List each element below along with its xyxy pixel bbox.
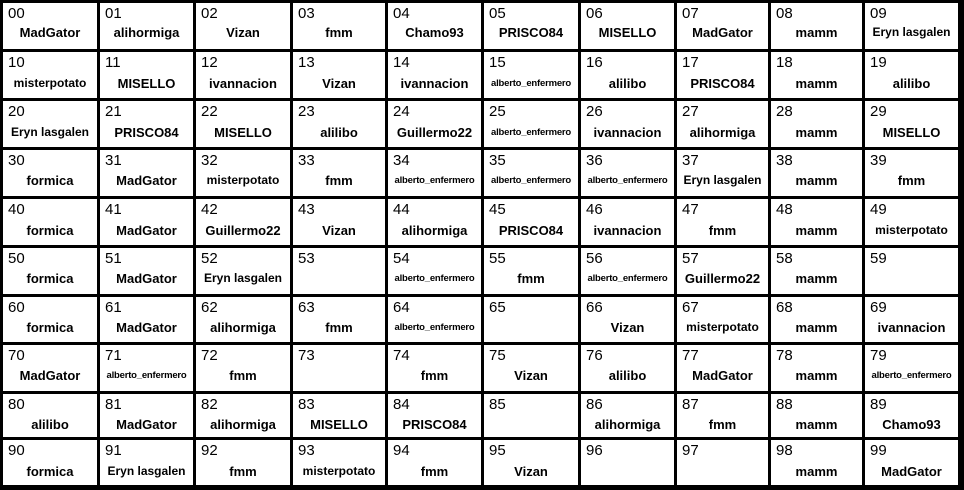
cell-name: alberto_enfermero [587,273,668,284]
grid-cell [581,297,674,342]
cell-name: alilibo [892,76,931,91]
grid-cell [196,52,290,98]
cell-name: PRISCO84 [498,223,564,238]
grid-cell [100,199,193,245]
grid-cell [865,440,958,485]
cell-name: MISELLO [310,417,368,432]
grid-cell [100,52,193,98]
grid-cell [581,345,674,391]
cell-name: Eryn lasgalen [107,464,186,478]
grid-cell [3,248,97,294]
grid-cell [3,52,97,98]
cell-number: 67 [682,299,699,316]
cell-name: Chamo93 [882,417,941,432]
cell-name: alberto_enfermero [871,370,952,381]
grid-cell [293,297,385,342]
cell-name: MadGator [116,223,177,238]
cell-number: 54 [393,250,410,267]
cell-number: 40 [8,201,25,218]
cell-number: 32 [201,152,218,169]
cell-number: 20 [8,103,25,120]
grid-cell [293,199,385,245]
cell-number: 01 [105,5,122,22]
cell-number: 53 [298,250,315,267]
cell-name: MISELLO [598,25,657,40]
cell-number: 17 [682,54,699,71]
cell-number: 80 [8,396,25,413]
cell-number: 10 [8,54,25,71]
cell-number: 03 [298,5,315,22]
cell-number: 65 [489,299,506,316]
cell-number: 27 [682,103,699,120]
cell-name: alihormiga [401,223,468,238]
cell-name: fmm [325,320,353,335]
cell-number: 28 [776,103,793,120]
cell-name: ivannacion [593,223,662,238]
cell-number: 59 [870,250,887,267]
grid-cell [484,150,578,196]
cell-number: 70 [8,347,25,364]
grid-cell [581,150,674,196]
grid-cell [100,297,193,342]
grid-cell [388,297,481,342]
cell-number: 74 [393,347,410,364]
grid-cell [677,150,768,196]
cell-name: Eryn lasgalen [872,25,951,39]
cell-number: 91 [105,442,122,459]
grid-cell [196,199,290,245]
grid-cell [100,101,193,147]
grid-cell [677,248,768,294]
grid-cell [196,101,290,147]
grid-cell [771,52,862,98]
cell-number: 69 [870,299,887,316]
grid-cell [196,3,290,49]
cell-name: Chamo93 [405,25,464,40]
cell-number: 19 [870,54,887,71]
grid-cell [196,394,290,437]
grid-cell [677,394,768,437]
cell-name: PRISCO84 [114,125,179,140]
cell-number: 76 [586,347,603,364]
cell-name: mamm [795,368,838,383]
grid-cell [196,297,290,342]
grid-cell [865,297,958,342]
cell-name: formica [26,464,74,479]
cell-name: fmm [325,173,353,188]
cell-number: 55 [489,250,506,267]
cell-number: 05 [489,5,506,22]
grid-cell [581,3,674,49]
cell-name: Guillermo22 [684,271,761,286]
grid-cell [677,297,768,342]
cell-name: alberto_enfermero [490,78,572,89]
cell-name: mamm [795,223,838,238]
grid-cell [293,150,385,196]
cell-number: 02 [201,5,218,22]
cell-number: 22 [201,103,218,120]
cell-name: formica [26,173,74,188]
cell-name: alihormiga [594,417,661,432]
cell-number: 48 [776,201,793,218]
grid-cell [3,440,97,485]
cell-number: 73 [298,347,315,364]
grid-cell [388,101,481,147]
cell-number: 11 [105,54,121,71]
cell-name: alilibo [608,368,647,383]
cell-number: 92 [201,442,218,459]
cell-number: 38 [776,152,793,169]
grid-cell [484,394,578,437]
cell-number: 34 [393,152,410,169]
cell-name: fmm [517,271,545,286]
grid-cell [771,150,862,196]
cell-number: 24 [393,103,410,120]
cell-name: Vizan [514,464,548,479]
cell-name: misterpotato [302,464,376,478]
grid-cell [484,248,578,294]
grid-cell [771,199,862,245]
cell-number: 85 [489,396,506,413]
cell-name: mamm [795,417,838,432]
grid-cell [293,248,385,294]
cell-name: fmm [325,25,353,40]
grid-cell [196,440,290,485]
cell-name: Vizan [322,76,356,91]
cell-number: 37 [682,152,699,169]
cell-number: 47 [682,201,699,218]
cell-number: 56 [586,250,603,267]
grid-cell [293,3,385,49]
cell-name: Guillermo22 [396,125,473,140]
cell-name: MISELLO [882,125,941,140]
cell-name: mamm [795,271,838,286]
cell-number: 35 [489,152,506,169]
grid-cell [865,150,958,196]
grid-cell [581,52,674,98]
grid-cell [388,248,481,294]
grid-cell [677,199,768,245]
cell-number: 12 [201,54,218,71]
grid-cell [3,394,97,437]
cell-number: 89 [870,396,887,413]
grid-cell [484,345,578,391]
cell-number: 60 [8,299,25,316]
cell-number: 39 [870,152,887,169]
cell-number: 44 [393,201,410,218]
cell-number: 82 [201,396,218,413]
cell-name: MISELLO [214,125,272,140]
cell-number: 25 [489,103,506,120]
grid-cell [3,101,97,147]
cell-name: Guillermo22 [205,223,281,238]
grid-cell [100,394,193,437]
cell-name: PRISCO84 [498,25,564,40]
grid-cell [100,3,193,49]
cell-number: 83 [298,396,315,413]
cell-number: 16 [586,54,603,71]
grid-cell [771,394,862,437]
cell-number: 07 [682,5,699,22]
grid-cell [293,394,385,437]
grid-cell [865,345,958,391]
grid-cell [771,297,862,342]
cell-number: 98 [776,442,793,459]
cell-name: mamm [795,25,838,40]
cell-number: 97 [682,442,699,459]
grid-cell [484,199,578,245]
cell-name: Vizan [226,25,260,40]
cell-number: 71 [105,347,122,364]
cell-number: 26 [586,103,603,120]
cell-name: MISELLO [117,76,176,91]
cell-number: 14 [393,54,410,71]
cell-name: MadGator [19,25,81,40]
cell-name: ivannacion [877,320,946,335]
cell-number: 21 [105,103,122,120]
cell-name: Vizan [610,320,645,335]
cell-number: 04 [393,5,410,22]
grid-cell [3,3,97,49]
cell-name: PRISCO84 [402,417,467,432]
cell-number: 99 [870,442,887,459]
cell-number: 36 [586,152,603,169]
grid-cell [3,345,97,391]
cell-number: 31 [105,152,122,169]
cell-number: 66 [586,299,603,316]
cell-name: Eryn lasgalen [683,173,762,187]
cell-name: fmm [229,368,257,383]
cell-name: MadGator [116,417,177,432]
cell-number: 09 [870,5,887,22]
cell-name: MadGator [116,173,177,188]
grid-cell [484,101,578,147]
cell-number: 96 [586,442,603,459]
grid-cell [100,150,193,196]
grid-cell [581,199,674,245]
grid-cell [677,52,768,98]
grid-cell [771,3,862,49]
cell-number: 50 [8,250,25,267]
cell-name: fmm [897,173,926,188]
cell-number: 94 [393,442,410,459]
grid-cell [581,101,674,147]
cell-number: 78 [776,347,793,364]
grid-cell [484,440,578,485]
grid-cell [865,52,958,98]
cell-number: 63 [298,299,315,316]
cell-name: MadGator [692,25,753,40]
cell-number: 29 [870,103,887,120]
cell-number: 49 [870,201,887,218]
cell-name: alihormiga [689,125,756,140]
cell-number: 84 [393,396,410,413]
cell-name: alberto_enfermero [394,273,475,284]
grid-cell [677,3,768,49]
cell-name: mamm [795,320,838,335]
cell-number: 86 [586,396,603,413]
cell-name: fmm [420,464,449,479]
cell-name: alilibo [608,76,647,91]
cell-name: fmm [708,223,737,238]
cell-number: 41 [105,201,122,218]
grid-cell [865,248,958,294]
cell-number: 58 [776,250,793,267]
grid-cell [3,199,97,245]
grid-cell [771,440,862,485]
cell-name: ivannacion [209,76,277,91]
cell-name: MadGator [116,320,177,335]
cell-name: formica [26,223,74,238]
grid-cell [293,440,385,485]
cell-number: 90 [8,442,25,459]
cell-number: 33 [298,152,315,169]
cell-name: misterpotato [875,223,948,237]
cell-name: misterpotato [206,173,280,187]
cell-name: alberto_enfermero [490,127,572,138]
grid-cell [100,248,193,294]
cell-name: ivannacion [593,125,662,140]
cell-name: Vizan [514,368,548,383]
cell-name: Vizan [322,223,356,238]
grid-cell [388,3,481,49]
cell-name: ivannacion [400,76,469,91]
cell-number: 95 [489,442,506,459]
cell-number: 15 [489,54,506,71]
grid-cell [100,345,193,391]
cell-name: MadGator [692,368,753,383]
cell-number: 88 [776,396,793,413]
grid-cell [484,52,578,98]
grid-cell [581,394,674,437]
grid-cell [865,101,958,147]
cell-number: 13 [298,54,315,71]
cell-number: 23 [298,103,315,120]
cell-number: 62 [201,299,218,316]
grid-cell [196,150,290,196]
cell-name: alberto_enfermero [587,175,668,186]
cell-name: alilibo [320,125,358,140]
grid-cell [3,150,97,196]
cell-name: MadGator [19,368,81,383]
grid-cell [865,394,958,437]
cell-name: alihormiga [210,417,276,432]
grid-cell [388,394,481,437]
grid-cell [196,345,290,391]
cell-name: MadGator [116,271,177,286]
grid-cell [865,3,958,49]
cell-number: 57 [682,250,699,267]
grid-cell [677,345,768,391]
cell-number: 87 [682,396,699,413]
cell-name: fmm [229,464,257,479]
cell-name: mamm [795,464,838,479]
cell-number: 08 [776,5,793,22]
cell-number: 30 [8,152,25,169]
cell-number: 72 [201,347,218,364]
cell-name: alilibo [31,417,69,432]
grid-cell [581,248,674,294]
grid-cell [293,52,385,98]
cell-number: 68 [776,299,793,316]
cell-number: 77 [682,347,699,364]
cell-name: Eryn lasgalen [10,125,90,139]
grid-cell [388,345,481,391]
cell-name: alihormiga [210,320,276,335]
grid-cell [293,101,385,147]
cell-name: alberto_enfermero [106,370,187,381]
cell-name: fmm [708,417,737,432]
cell-number: 18 [776,54,793,71]
cell-name: formica [26,320,74,335]
grid-cell [388,52,481,98]
grid-cell [388,150,481,196]
cell-number: 75 [489,347,506,364]
grid-cell [388,199,481,245]
cell-name: PRISCO84 [690,76,755,91]
grid-cell [771,248,862,294]
cell-number: 93 [298,442,315,459]
cell-name: misterpotato [686,320,759,334]
grid-cell [196,248,290,294]
cell-number: 81 [105,396,122,413]
grid-cell [677,101,768,147]
cell-name: formica [26,271,74,286]
cell-name: alberto_enfermero [490,175,572,186]
grid-cell [771,101,862,147]
grid-cell [865,199,958,245]
grid-cell [771,345,862,391]
grid-cell [388,440,481,485]
cell-number: 45 [489,201,506,218]
cell-name: mamm [795,125,838,140]
grid-cell [677,440,768,485]
cell-number: 52 [201,250,218,267]
cell-number: 42 [201,201,218,218]
cell-name: MadGator [881,464,942,479]
cell-number: 00 [8,5,25,22]
cell-name: alihormiga [113,25,180,40]
cell-number: 61 [105,299,122,316]
cell-number: 51 [105,250,122,267]
grid-cell [100,440,193,485]
cell-number: 43 [298,201,315,218]
cell-name: alberto_enfermero [394,322,475,333]
cell-number: 46 [586,201,603,218]
cell-number: 64 [393,299,410,316]
cell-name: fmm [420,368,449,383]
grid-cell [484,297,578,342]
cell-number: 79 [870,347,887,364]
cell-name: mamm [795,76,838,91]
cell-name: mamm [795,173,838,188]
cell-number: 06 [586,5,603,22]
cell-name: misterpotato [13,76,87,90]
grid-cell [581,440,674,485]
grid-cell [484,3,578,49]
cell-name: Eryn lasgalen [203,271,283,285]
grid-cell [3,297,97,342]
cell-name: alberto_enfermero [394,175,475,186]
grid-cell [293,345,385,391]
